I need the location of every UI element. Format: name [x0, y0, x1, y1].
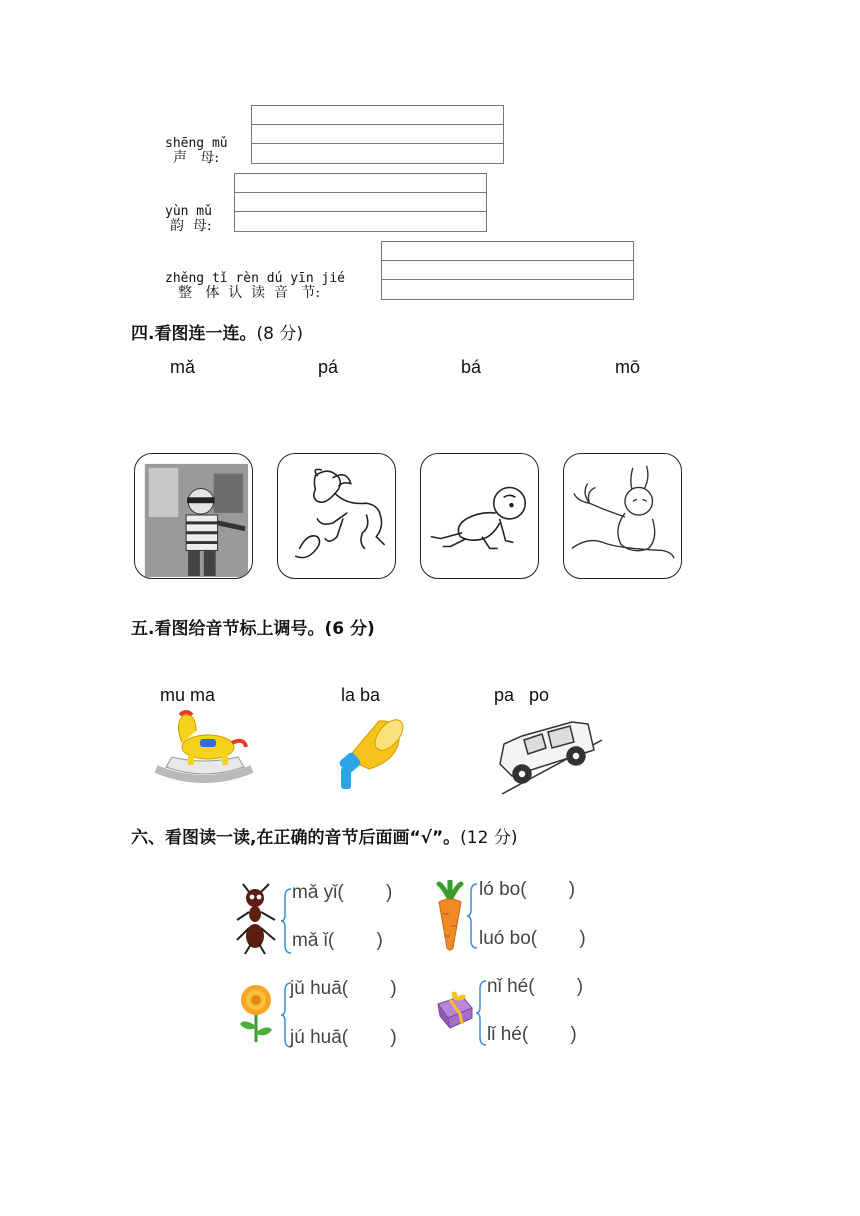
option-gift-2[interactable]: lǐ hé( ) [487, 1024, 577, 1045]
option-gift-1[interactable]: nǐ hé( ) [487, 976, 584, 997]
section-6-points: (12 分) [460, 828, 518, 848]
pinyin-shengmu: shēng mǔ [165, 136, 228, 151]
carrot-picture [433, 880, 467, 952]
section-5-points: (6 分) [324, 619, 375, 639]
sec4-label-2: pá [318, 357, 339, 377]
section-4-title [131, 319, 303, 344]
pinyin-zhengti: zhěng tǐ rèn dú yīn jié [165, 271, 346, 286]
sec5-label-2: la ba [341, 685, 381, 705]
rocking-horse-picture [152, 707, 256, 787]
megaphone-picture [333, 711, 405, 793]
car-climbing-picture [492, 714, 602, 796]
section-5-title-text: 五.看图给音节标上调号。 [131, 619, 325, 639]
rabbit-pulling-carrot-picture[interactable] [563, 453, 682, 579]
option-carrot-1[interactable]: ló bo( ) [479, 879, 576, 900]
label-zhengti: 整 体 认 读 音 节: [178, 285, 321, 301]
chrysanthemum-picture [234, 982, 278, 1044]
option-carrot-2[interactable]: luó bo( ) [479, 928, 586, 949]
blindfold-boy-picture[interactable] [134, 453, 253, 579]
option-ant-1[interactable]: mǎ yǐ( ) [292, 882, 393, 903]
sec5-label-3: pa po [494, 685, 550, 705]
gift-box-picture [434, 990, 476, 1030]
section-5-title [131, 614, 375, 639]
label-shengmu: 声 母: [173, 150, 220, 166]
section-6-title-text: 六、看图读一读,在正确的音节后面画“√”。 [131, 828, 461, 848]
crawling-baby-picture[interactable] [420, 453, 539, 579]
section-6-title [131, 823, 517, 848]
yunmu-writing-grid[interactable] [234, 173, 487, 232]
horse-picture[interactable] [277, 453, 396, 579]
sec4-label-1: mǎ [170, 357, 196, 377]
label-yunmu: 韵 母: [170, 218, 212, 234]
sec4-label-3: bá [461, 357, 482, 377]
sec4-label-4: mō [615, 357, 641, 377]
section-4-points: (8 分) [256, 324, 303, 344]
option-ant-2[interactable]: mǎ ǐ( ) [292, 930, 383, 951]
ant-brace [281, 887, 291, 955]
ant-picture [233, 882, 279, 956]
shengmu-writing-grid[interactable] [251, 105, 504, 164]
zhengti-writing-grid[interactable] [381, 241, 634, 300]
option-flower-1[interactable]: jǔ huā( ) [290, 978, 397, 999]
option-flower-2[interactable]: jú huā( ) [290, 1027, 397, 1048]
sec5-label-1: mu ma [160, 685, 216, 705]
gift-brace [476, 979, 486, 1047]
carrot-brace [467, 882, 477, 950]
pinyin-yunmu: yùn mǔ [165, 204, 212, 219]
section-4-title-text: 四.看图连一连。 [131, 324, 257, 344]
